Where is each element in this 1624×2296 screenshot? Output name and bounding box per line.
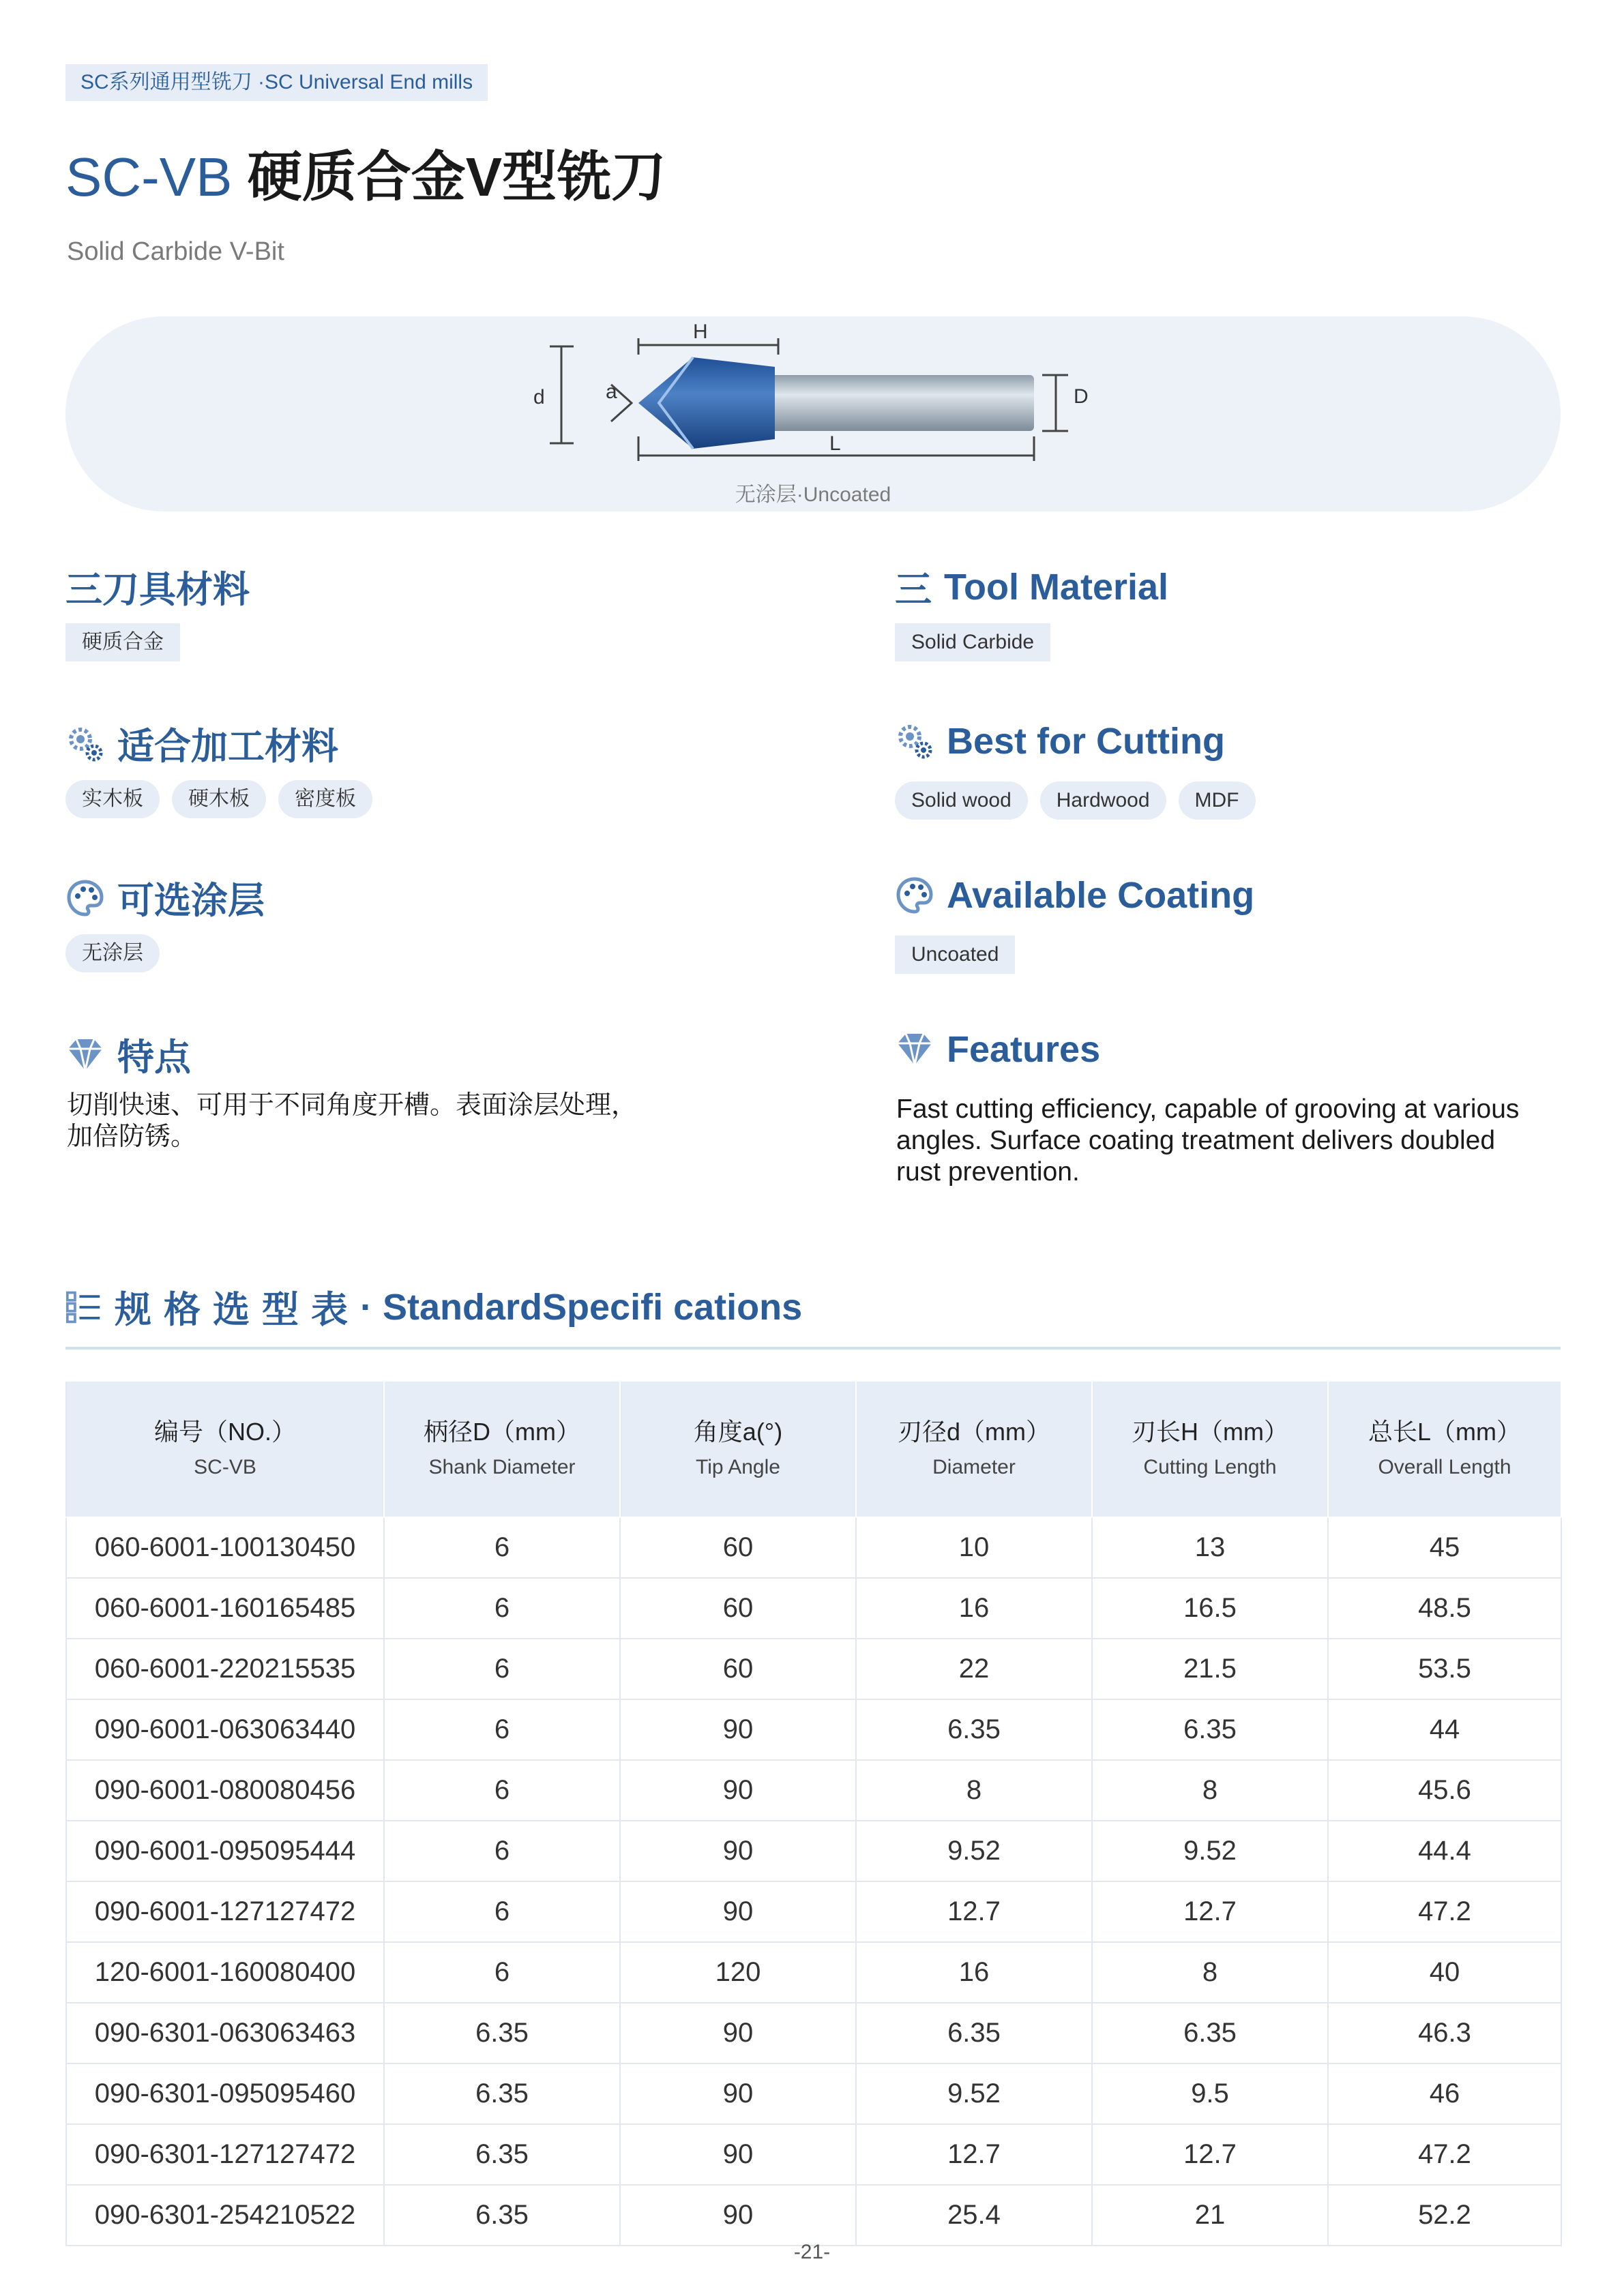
page-title xyxy=(65,145,666,210)
column-header xyxy=(856,1381,1092,1517)
table-row xyxy=(66,2185,1561,2246)
table-cell: 60 xyxy=(620,1578,856,1639)
table-cell: 060-6001-160165485 xyxy=(66,1578,384,1639)
divider xyxy=(65,1347,1561,1350)
table-cell: 90 xyxy=(620,1821,856,1881)
section-title-features-en: Features xyxy=(895,1028,1100,1071)
tag: Solid Carbide xyxy=(895,623,1050,661)
table-row xyxy=(66,1699,1561,1760)
table-cell: 16.5 xyxy=(1092,1578,1328,1639)
table-cell: 90 xyxy=(620,2185,856,2246)
table-cell: 060-6001-220215535 xyxy=(66,1639,384,1699)
table-cell: 16 xyxy=(856,1578,1092,1639)
column-header-en: SC-VB xyxy=(194,1456,256,1478)
table-cell: 90 xyxy=(620,2063,856,2124)
column-header-en: Overall Length xyxy=(1378,1456,1511,1478)
section-title-coating-zh: 可选涂层 xyxy=(65,871,265,924)
table-cell: 090-6301-095095460 xyxy=(66,2063,384,2124)
table-cell: 12.7 xyxy=(856,1881,1092,1942)
table-cell: 48.5 xyxy=(1328,1578,1561,1639)
table-cell: 090-6001-095095444 xyxy=(66,1821,384,1881)
table-cell: 6 xyxy=(384,1517,620,1578)
table-cell: 60 xyxy=(620,1517,856,1578)
tag: 密度板 xyxy=(278,780,372,818)
cutting-tags-en xyxy=(895,781,1268,820)
section-title-cutting-en: Best for Cutting xyxy=(895,720,1225,762)
tag: Hardwood xyxy=(1040,781,1166,820)
dim-label-a: a xyxy=(606,381,617,403)
table-cell: 25.4 xyxy=(856,2185,1092,2246)
product-diagram xyxy=(65,316,1561,511)
table-cell: 6 xyxy=(384,1821,620,1881)
table-cell: 90 xyxy=(620,2003,856,2063)
table-cell: 90 xyxy=(620,1760,856,1821)
table-cell: 090-6001-127127472 xyxy=(66,1881,384,1942)
table-cell: 90 xyxy=(620,2124,856,2185)
table-cell: 090-6001-063063440 xyxy=(66,1699,384,1760)
column-header-en: Diameter xyxy=(932,1456,1016,1478)
gears-icon xyxy=(65,724,105,764)
table-row xyxy=(66,1760,1561,1821)
table-cell: 8 xyxy=(1092,1942,1328,2003)
table-row xyxy=(66,1821,1561,1881)
table-cell: 21 xyxy=(1092,2185,1328,2246)
material-tags-zh xyxy=(65,623,192,661)
table-cell: 6.35 xyxy=(856,2003,1092,2063)
column-header-zh: 总长L（mm） xyxy=(1368,1418,1521,1446)
column-header xyxy=(620,1381,856,1517)
dim-label-l: L xyxy=(829,432,841,455)
spec-title-zh: 规格选型表 xyxy=(115,1289,360,1330)
table-cell: 6 xyxy=(384,1881,620,1942)
table-cell: 6 xyxy=(384,1578,620,1639)
table-row xyxy=(66,1578,1561,1639)
breadcrumb: SC系列通用型铣刀 ·SC Universal End mills xyxy=(65,64,488,101)
column-header-zh: 角度a(°) xyxy=(693,1418,783,1446)
column-header-zh: 编号（NO.） xyxy=(153,1418,296,1446)
features-description-zh: 切削快速、可用于不同角度开槽。表面涂层处理， 加倍防锈。 xyxy=(67,1091,638,1151)
dim-label-big-d: D xyxy=(1074,385,1089,408)
column-header-en: Cutting Length xyxy=(1143,1456,1277,1478)
table-cell: 47.2 xyxy=(1328,2124,1561,2185)
table-cell: 9.52 xyxy=(1092,1821,1328,1881)
table-row xyxy=(66,1517,1561,1578)
cutting-tags-zh xyxy=(65,780,385,818)
spec-table xyxy=(65,1380,1562,2246)
page-subtitle: Solid Carbide V-Bit xyxy=(67,237,284,266)
table-cell: 120-6001-160080400 xyxy=(66,1942,384,2003)
column-header xyxy=(384,1381,620,1517)
list-icon: 三 xyxy=(895,569,932,610)
table-cell: 6 xyxy=(384,1942,620,2003)
tag: 实木板 xyxy=(65,780,160,818)
table-cell: 6.35 xyxy=(384,2124,620,2185)
table-row xyxy=(66,2124,1561,2185)
table-row xyxy=(66,2003,1561,2063)
diamond-icon xyxy=(65,1035,105,1075)
table-cell: 47.2 xyxy=(1328,1881,1561,1942)
table-cell: 120 xyxy=(620,1942,856,2003)
table-row xyxy=(66,1881,1561,1942)
table-header-row xyxy=(66,1381,1561,1517)
section-title-material-en: 三 Tool Material xyxy=(895,561,1168,613)
table-cell: 52.2 xyxy=(1328,2185,1561,2246)
table-cell: 9.5 xyxy=(1092,2063,1328,2124)
coating-tags-zh xyxy=(65,934,172,972)
table-cell: 53.5 xyxy=(1328,1639,1561,1699)
section-title-cutting-zh: 适合加工材料 xyxy=(65,717,338,770)
table-cell: 46.3 xyxy=(1328,2003,1561,2063)
table-cell: 9.52 xyxy=(856,1821,1092,1881)
tag: 无涂层 xyxy=(65,934,160,972)
table-cell: 6.35 xyxy=(384,2003,620,2063)
table-cell: 40 xyxy=(1328,1942,1561,2003)
table-cell: 6.35 xyxy=(384,2185,620,2246)
table-cell: 6.35 xyxy=(384,2063,620,2124)
table-row xyxy=(66,1942,1561,2003)
table-cell: 44 xyxy=(1328,1699,1561,1760)
diamond-icon xyxy=(895,1030,934,1069)
coating-tags-en xyxy=(895,936,1027,974)
table-cell: 9.52 xyxy=(856,2063,1092,2124)
table-cell: 6 xyxy=(384,1760,620,1821)
table-cell: 12.7 xyxy=(1092,1881,1328,1942)
dim-label-d: d xyxy=(533,386,545,408)
dim-label-h: H xyxy=(693,320,708,343)
column-header xyxy=(1328,1381,1561,1517)
tag: 硬木板 xyxy=(172,780,266,818)
table-cell: 21.5 xyxy=(1092,1639,1328,1699)
column-header-zh: 刃长H（mm） xyxy=(1132,1418,1288,1446)
material-tags-en xyxy=(895,623,1063,661)
table-cell: 12.7 xyxy=(1092,2124,1328,2185)
table-cell: 090-6301-063063463 xyxy=(66,2003,384,2063)
table-cell: 090-6001-080080456 xyxy=(66,1760,384,1821)
table-cell: 090-6301-254210522 xyxy=(66,2185,384,2246)
title-zh: 硬质合金V型铣刀 xyxy=(247,147,666,207)
tag: Solid wood xyxy=(895,781,1028,820)
table-row xyxy=(66,2063,1561,2124)
table-row xyxy=(66,1639,1561,1699)
spec-section-title xyxy=(65,1281,802,1333)
table-cell: 45.6 xyxy=(1328,1760,1561,1821)
table-cell: 22 xyxy=(856,1639,1092,1699)
palette-icon xyxy=(895,876,934,915)
column-header xyxy=(66,1381,384,1517)
table-cell: 090-6301-127127472 xyxy=(66,2124,384,2185)
table-cell: 60 xyxy=(620,1639,856,1699)
column-header-zh: 刃径d（mm） xyxy=(898,1418,1050,1446)
table-cell: 13 xyxy=(1092,1517,1328,1578)
section-title-material-zh: 三刀具材料 xyxy=(65,569,250,610)
model-code: SC-VB xyxy=(65,147,233,207)
table-cell: 10 xyxy=(856,1517,1092,1578)
features-description-en: Fast cutting efficiency, capable of grooving at various angles. Surface coating treatment delivers doubled rust prevention. xyxy=(896,1094,1520,1187)
table-body xyxy=(66,1517,1561,2246)
table-cell: 16 xyxy=(856,1942,1092,2003)
table-cell: 12.7 xyxy=(856,2124,1092,2185)
tag: 硬质合金 xyxy=(65,623,180,661)
table-cell: 6 xyxy=(384,1639,620,1699)
gears-icon xyxy=(895,721,934,761)
table-cell: 8 xyxy=(1092,1760,1328,1821)
shank-shape xyxy=(761,375,1034,431)
spec-title-en: · StandardSpecifi cations xyxy=(360,1286,803,1328)
list-icon xyxy=(65,1289,102,1326)
table-cell: 060-6001-100130450 xyxy=(66,1517,384,1578)
tag: Uncoated xyxy=(895,936,1015,974)
table-cell: 90 xyxy=(620,1881,856,1942)
diagram-caption: 无涂层·Uncoated xyxy=(735,483,891,506)
column-header-en: Shank Diameter xyxy=(428,1456,576,1478)
palette-icon xyxy=(65,878,105,918)
section-title-features-zh: 特点 xyxy=(65,1028,191,1081)
table-cell: 6 xyxy=(384,1699,620,1760)
table-cell: 44.4 xyxy=(1328,1821,1561,1881)
page-number: -21- xyxy=(793,2241,831,2263)
section-title-coating-en: Available Coating xyxy=(895,874,1254,916)
column-header xyxy=(1092,1381,1328,1517)
table-cell: 6.35 xyxy=(1092,2003,1328,2063)
table-cell: 46 xyxy=(1328,2063,1561,2124)
column-header-en: Tip Angle xyxy=(696,1456,780,1478)
table-cell: 6.35 xyxy=(856,1699,1092,1760)
table-cell: 6.35 xyxy=(1092,1699,1328,1760)
column-header-zh: 柄径D（mm） xyxy=(424,1418,580,1446)
table-cell: 8 xyxy=(856,1760,1092,1821)
table-cell: 45 xyxy=(1328,1517,1561,1578)
table-cell: 90 xyxy=(620,1699,856,1760)
tag: MDF xyxy=(1179,781,1256,820)
